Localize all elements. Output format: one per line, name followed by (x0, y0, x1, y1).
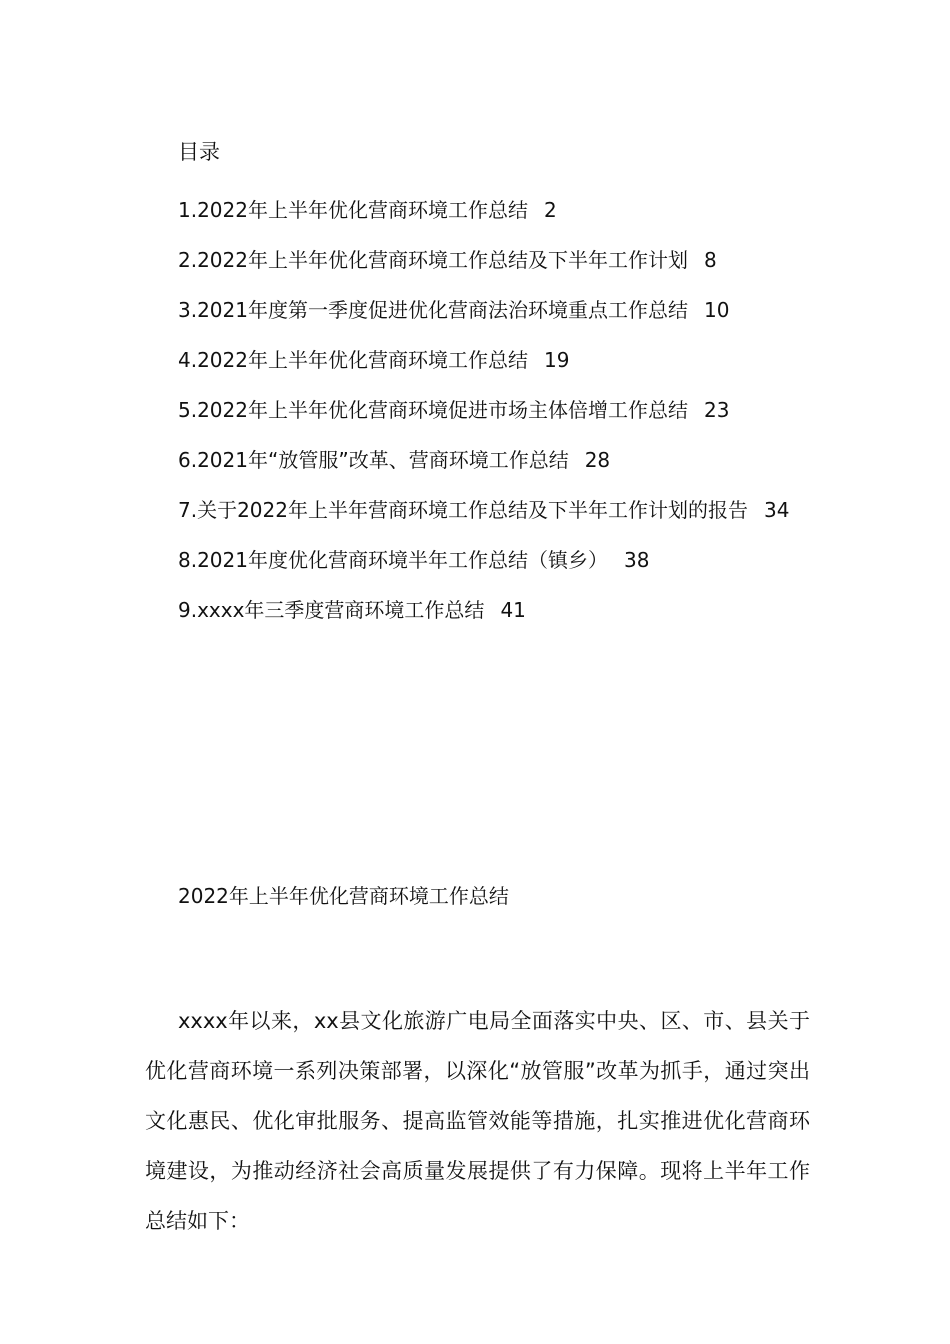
toc-entry-label: 3.2021年度第一季度促进优化营商法治环境重点工作总结 (178, 298, 688, 322)
toc-entry-page: 23 (703, 398, 730, 422)
toc-entry-page: 38 (623, 548, 650, 572)
toc-entry-page: 10 (703, 298, 730, 322)
toc-entry[interactable] (145, 185, 810, 235)
toc-list (145, 185, 810, 635)
toc-entry[interactable] (145, 435, 810, 485)
toc-entry[interactable] (145, 385, 810, 435)
toc-entry-label: 8.2021年度优化营商环境半年工作总结（镇乡） (178, 548, 608, 572)
toc-entry-page: 2 (543, 198, 557, 222)
toc-entry[interactable] (145, 535, 810, 585)
toc-entry-label: 4.2022年上半年优化营商环境工作总结 (178, 348, 528, 372)
toc-entry-label: 5.2022年上半年优化营商环境促进市场主体倍增工作总结 (178, 398, 688, 422)
toc-entry-page: 19 (543, 348, 570, 372)
toc-entry-label: 6.2021年“放管服”改革、营商环境工作总结 (178, 448, 569, 472)
toc-entry-label: 1.2022年上半年优化营商环境工作总结 (178, 198, 528, 222)
toc-entry-page: 28 (584, 448, 611, 472)
toc-entry[interactable] (145, 285, 810, 335)
toc-entry-label: 9.xxxx年三季度营商环境工作总结 (178, 598, 485, 622)
body-paragraph: xxxx年以来，xx县文化旅游广电局全面落实中央、区、市、县关于优化营商环境一系列决策部署，以深化“放管服”改革为抓手，通过突出文化惠民、优化审批服务、提高监管效能等措施，扎实推进优化营商环境建设，为推动经济社会高质量发展提供了有力保障。现将上半年工作总结如下： (145, 1009, 810, 1233)
toc-entry-page: 8 (703, 248, 717, 272)
section-title: 2022年上半年优化营商环境工作总结 (178, 884, 509, 908)
toc-entry-label: 2.2022年上半年优化营商环境工作总结及下半年工作计划 (178, 248, 688, 272)
toc-entry[interactable] (145, 585, 810, 635)
toc-entry-page: 34 (763, 498, 790, 522)
toc-entry[interactable] (145, 335, 810, 385)
toc-entry[interactable] (145, 235, 810, 285)
toc-entry-page: 41 (500, 598, 526, 622)
toc-entry-label: 7.关于2022年上半年营商环境工作总结及下半年工作计划的报告 (178, 498, 748, 522)
toc-title: 目录 (178, 140, 220, 164)
toc-entry[interactable] (145, 485, 810, 535)
